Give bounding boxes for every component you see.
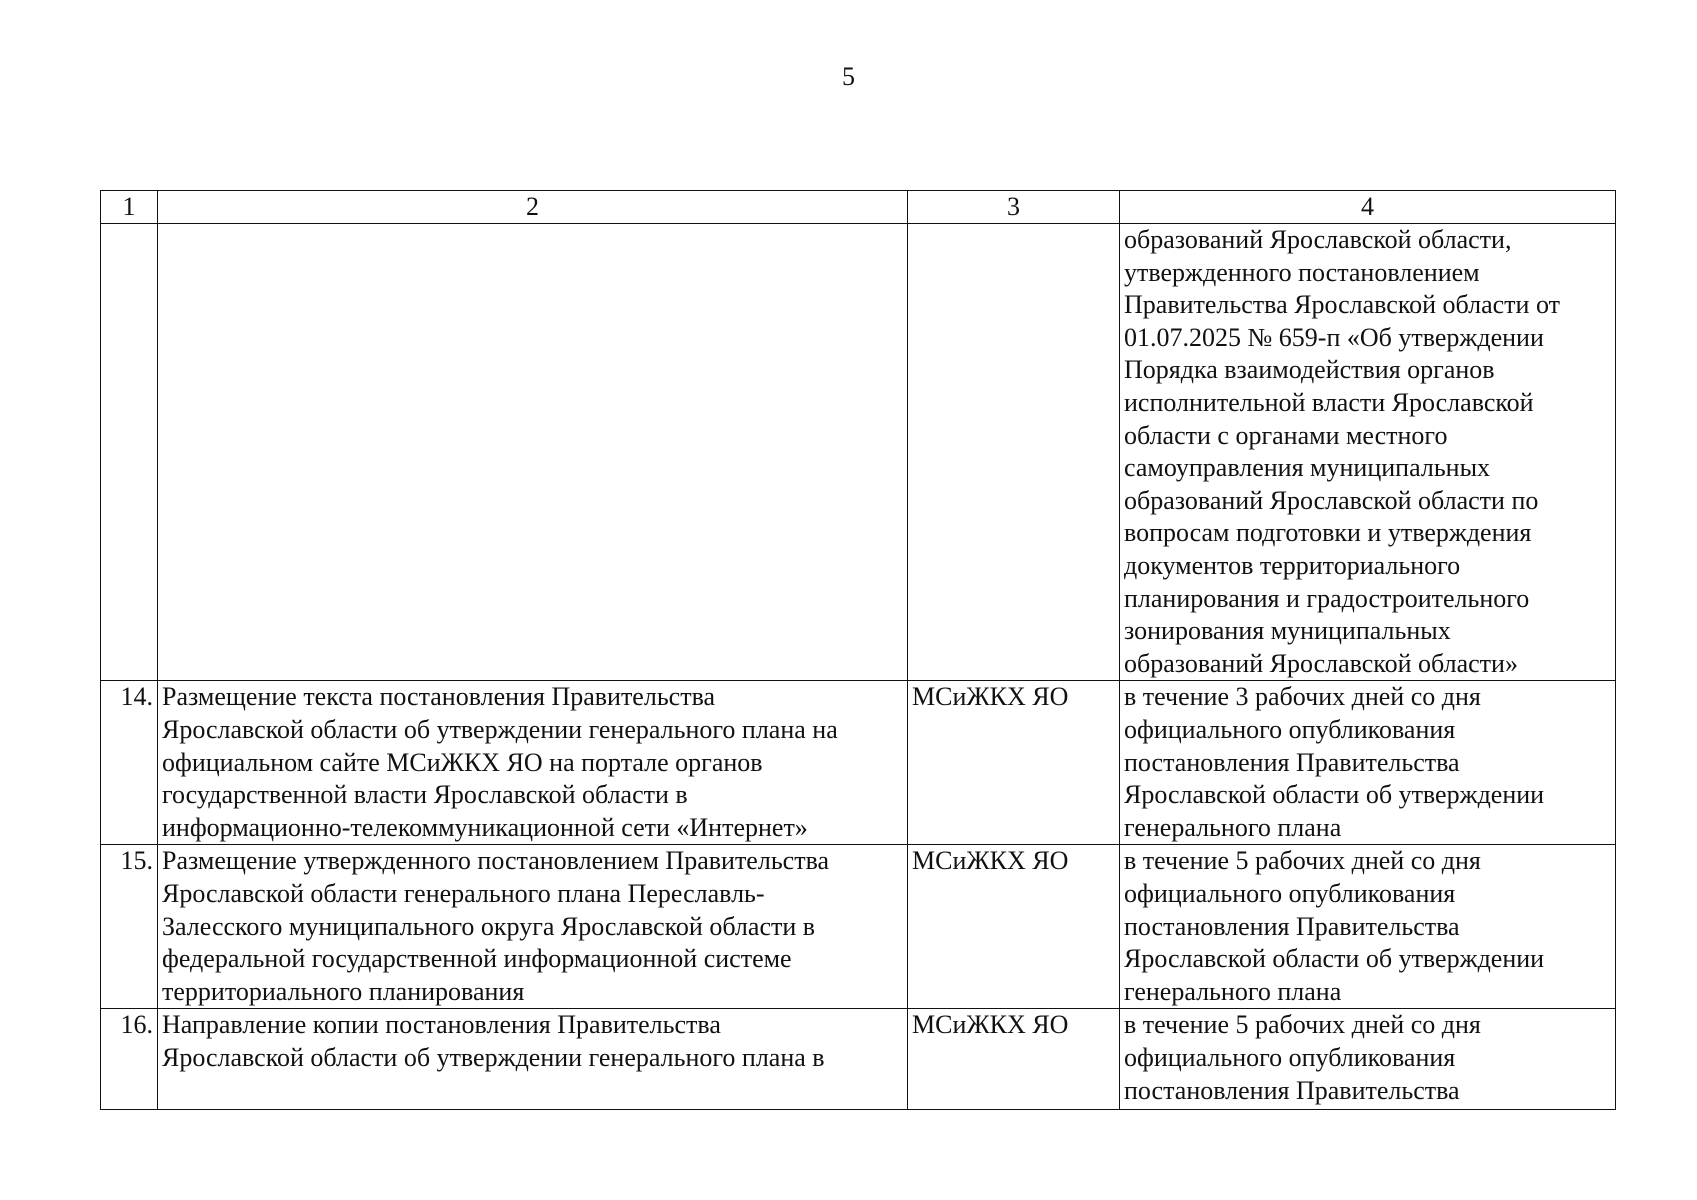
table-row bbox=[101, 681, 1616, 845]
action-cell bbox=[158, 224, 908, 681]
row-number-cell: 14. bbox=[101, 681, 158, 845]
table-row bbox=[101, 224, 1616, 681]
responsible-cell: МСиЖКХ ЯО bbox=[908, 681, 1120, 845]
row-number-cell: 16. bbox=[101, 1009, 158, 1110]
action-cell: Направление копии постановления Правительства Ярославской области об утверждении генерального плана в bbox=[158, 1009, 908, 1110]
action-cell: Размещение утвержденного постановлением Правительства Ярославской области генерального плана Переславль- Залесского муниципального округа Ярославской области в федеральной государственной информационной системе территориального планирования bbox=[158, 845, 908, 1009]
column-header-number: 1 bbox=[101, 191, 158, 224]
deadline-cell: в течение 5 рабочих дней со дня официального опубликования постановления Правительства Ярославской области об утверждении генерального плана bbox=[1120, 845, 1616, 1009]
table-header-row bbox=[101, 191, 1616, 224]
page-number: 5 bbox=[842, 62, 855, 91]
column-header-action: 2 bbox=[158, 191, 908, 224]
responsible-cell: МСиЖКХ ЯО bbox=[908, 845, 1120, 1009]
deadline-cell: образований Ярославской области, утвержденного постановлением Правительства Ярославской области от 01.07.2025 № 659-п «Об утверждении Порядка взаимодействия органов исполнительной власти Ярославской области с органами местного самоуправления муниципальных образований Ярославской области по вопросам подготовки и утверждения документов территориального планирования и градостроительного зонирования муниципальных образований Ярославской области» bbox=[1120, 224, 1616, 681]
responsible-cell bbox=[908, 224, 1120, 681]
responsible-cell: МСиЖКХ ЯО bbox=[908, 1009, 1120, 1110]
deadline-cell: в течение 5 рабочих дней со дня официального опубликования постановления Правительства bbox=[1120, 1009, 1616, 1110]
document-table bbox=[100, 190, 1616, 1110]
action-cell: Размещение текста постановления Правительства Ярославской области об утверждении генерального плана на официальном сайте МСиЖКХ ЯО на портале органов государственной власти Ярославской области в информационно-телекоммуникационной сети «Интернет» bbox=[158, 681, 908, 845]
row-number-cell bbox=[101, 224, 158, 681]
table-row bbox=[101, 845, 1616, 1009]
column-header-responsible: 3 bbox=[908, 191, 1120, 224]
table-row bbox=[101, 1009, 1616, 1110]
row-number-cell: 15. bbox=[101, 845, 158, 1009]
column-header-deadline: 4 bbox=[1120, 191, 1616, 224]
deadline-cell: в течение 3 рабочих дней со дня официального опубликования постановления Правительства Ярославской области об утверждении генерального плана bbox=[1120, 681, 1616, 845]
